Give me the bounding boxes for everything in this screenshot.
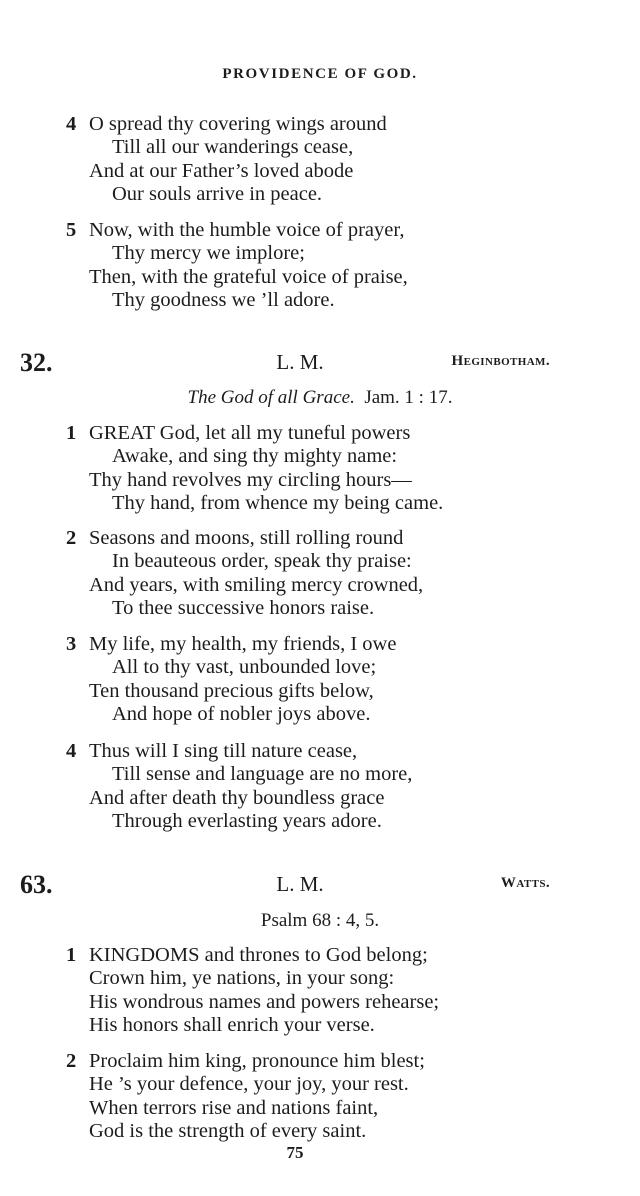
verse-line: Ten thousand precious gifts below, (89, 679, 374, 702)
verse-line: 5 Now, with the humble voice of prayer, (66, 219, 405, 241)
verse-line: In beauteous order, speak thy praise: (112, 550, 412, 573)
verse-line: Our souls arrive in peace. (112, 182, 323, 205)
verse-line: His honors shall enrich your verse. (89, 1013, 375, 1036)
hymn-title: The God of all Grace. (187, 387, 355, 408)
hymn-62-subtitle (0, 387, 640, 409)
verse-line: Till sense and language are no more, (112, 763, 413, 786)
scripture-reference: Jam. 1 : 17. (364, 387, 453, 408)
hymn-number: 63. (20, 870, 53, 899)
hymn-meter: L. M. (276, 872, 324, 896)
verse-line: 3 My life, my health, my friends, I owe (66, 633, 397, 655)
verse-line: And hope of nobler joys above. (112, 702, 371, 725)
verse-line: 2 Proclaim him king, pronounce him blest; (66, 1050, 425, 1072)
verse-line: Through everlasting years adore. (112, 809, 382, 832)
stanza-62-4 (66, 740, 566, 833)
verse-line: Thy hand revolves my circling hours— (89, 468, 412, 491)
stanza-top-4 (66, 113, 566, 206)
verse-number: 4 (66, 113, 77, 135)
verse-line: And after death thy boundless grace (89, 786, 385, 809)
stanza-63-1 (66, 944, 566, 1037)
stanza-62-1 (66, 422, 566, 515)
hymn-62-heading (20, 348, 550, 378)
verse-line: Till all our wanderings cease, (112, 136, 354, 159)
verse-line: Awake, and sing thy mighty name: (112, 445, 398, 468)
scripture-reference: Psalm 68 : 4, 5. (260, 910, 380, 931)
verse-line: 2 Seasons and moons, still rolling round (66, 527, 404, 549)
verse-number: 3 (66, 633, 77, 655)
verse-number: 1 (66, 422, 77, 444)
verse-line: Thy goodness we ’ll adore. (112, 288, 335, 311)
verse-line: When terrors rise and nations faint, (89, 1096, 379, 1119)
verse-line: 4 O spread thy covering wings around (66, 113, 387, 135)
verse-line: His wondrous names and powers rehearse; (89, 990, 440, 1013)
verse-line: He ’s your defence, your joy, your rest. (89, 1073, 409, 1096)
verse-line: 1 GREAT God, let all my tuneful powers (66, 422, 411, 444)
hymn-composer: Heginbotham. (451, 353, 550, 369)
stanza-62-2 (66, 527, 566, 620)
verse-line: And years, with smiling mercy crowned, (89, 573, 424, 596)
verse-line: All to thy vast, unbounded love; (112, 656, 377, 679)
verse-number: 4 (66, 740, 77, 762)
hymn-number: 32. (20, 348, 53, 377)
hymn-composer: Watts. (500, 875, 550, 891)
verse-number: 2 (66, 1050, 77, 1072)
verse-line: And at our Father’s loved abode (89, 159, 354, 182)
stanza-63-2 (66, 1050, 566, 1143)
hymn-63-subtitle (0, 910, 640, 932)
stanza-top-5 (66, 219, 566, 312)
verse-line: Then, with the grateful voice of praise, (89, 265, 408, 288)
verse-line: Thy hand, from whence my being came. (112, 491, 444, 514)
verse-line: God is the strength of every saint. (89, 1119, 367, 1142)
stanza-62-3 (66, 633, 566, 726)
verse-line: To thee successive honors raise. (112, 596, 375, 619)
verse-line: Thy mercy we implore; (112, 242, 305, 265)
verse-number: 5 (66, 219, 77, 241)
hymn-63-heading (20, 870, 550, 900)
verse-number: 2 (66, 527, 77, 549)
verse-number: 1 (66, 944, 77, 966)
hymn-meter: L. M. (276, 350, 324, 374)
running-head: PROVIDENCE OF GOD. (222, 66, 418, 82)
verse-line: Crown him, ye nations, in your song: (89, 967, 395, 990)
verse-line: 4 Thus will I sing till nature cease, (66, 740, 358, 762)
page-number: 75 (286, 1143, 304, 1162)
verse-line: 1 KINGDOMS and thrones to God belong; (66, 944, 428, 966)
